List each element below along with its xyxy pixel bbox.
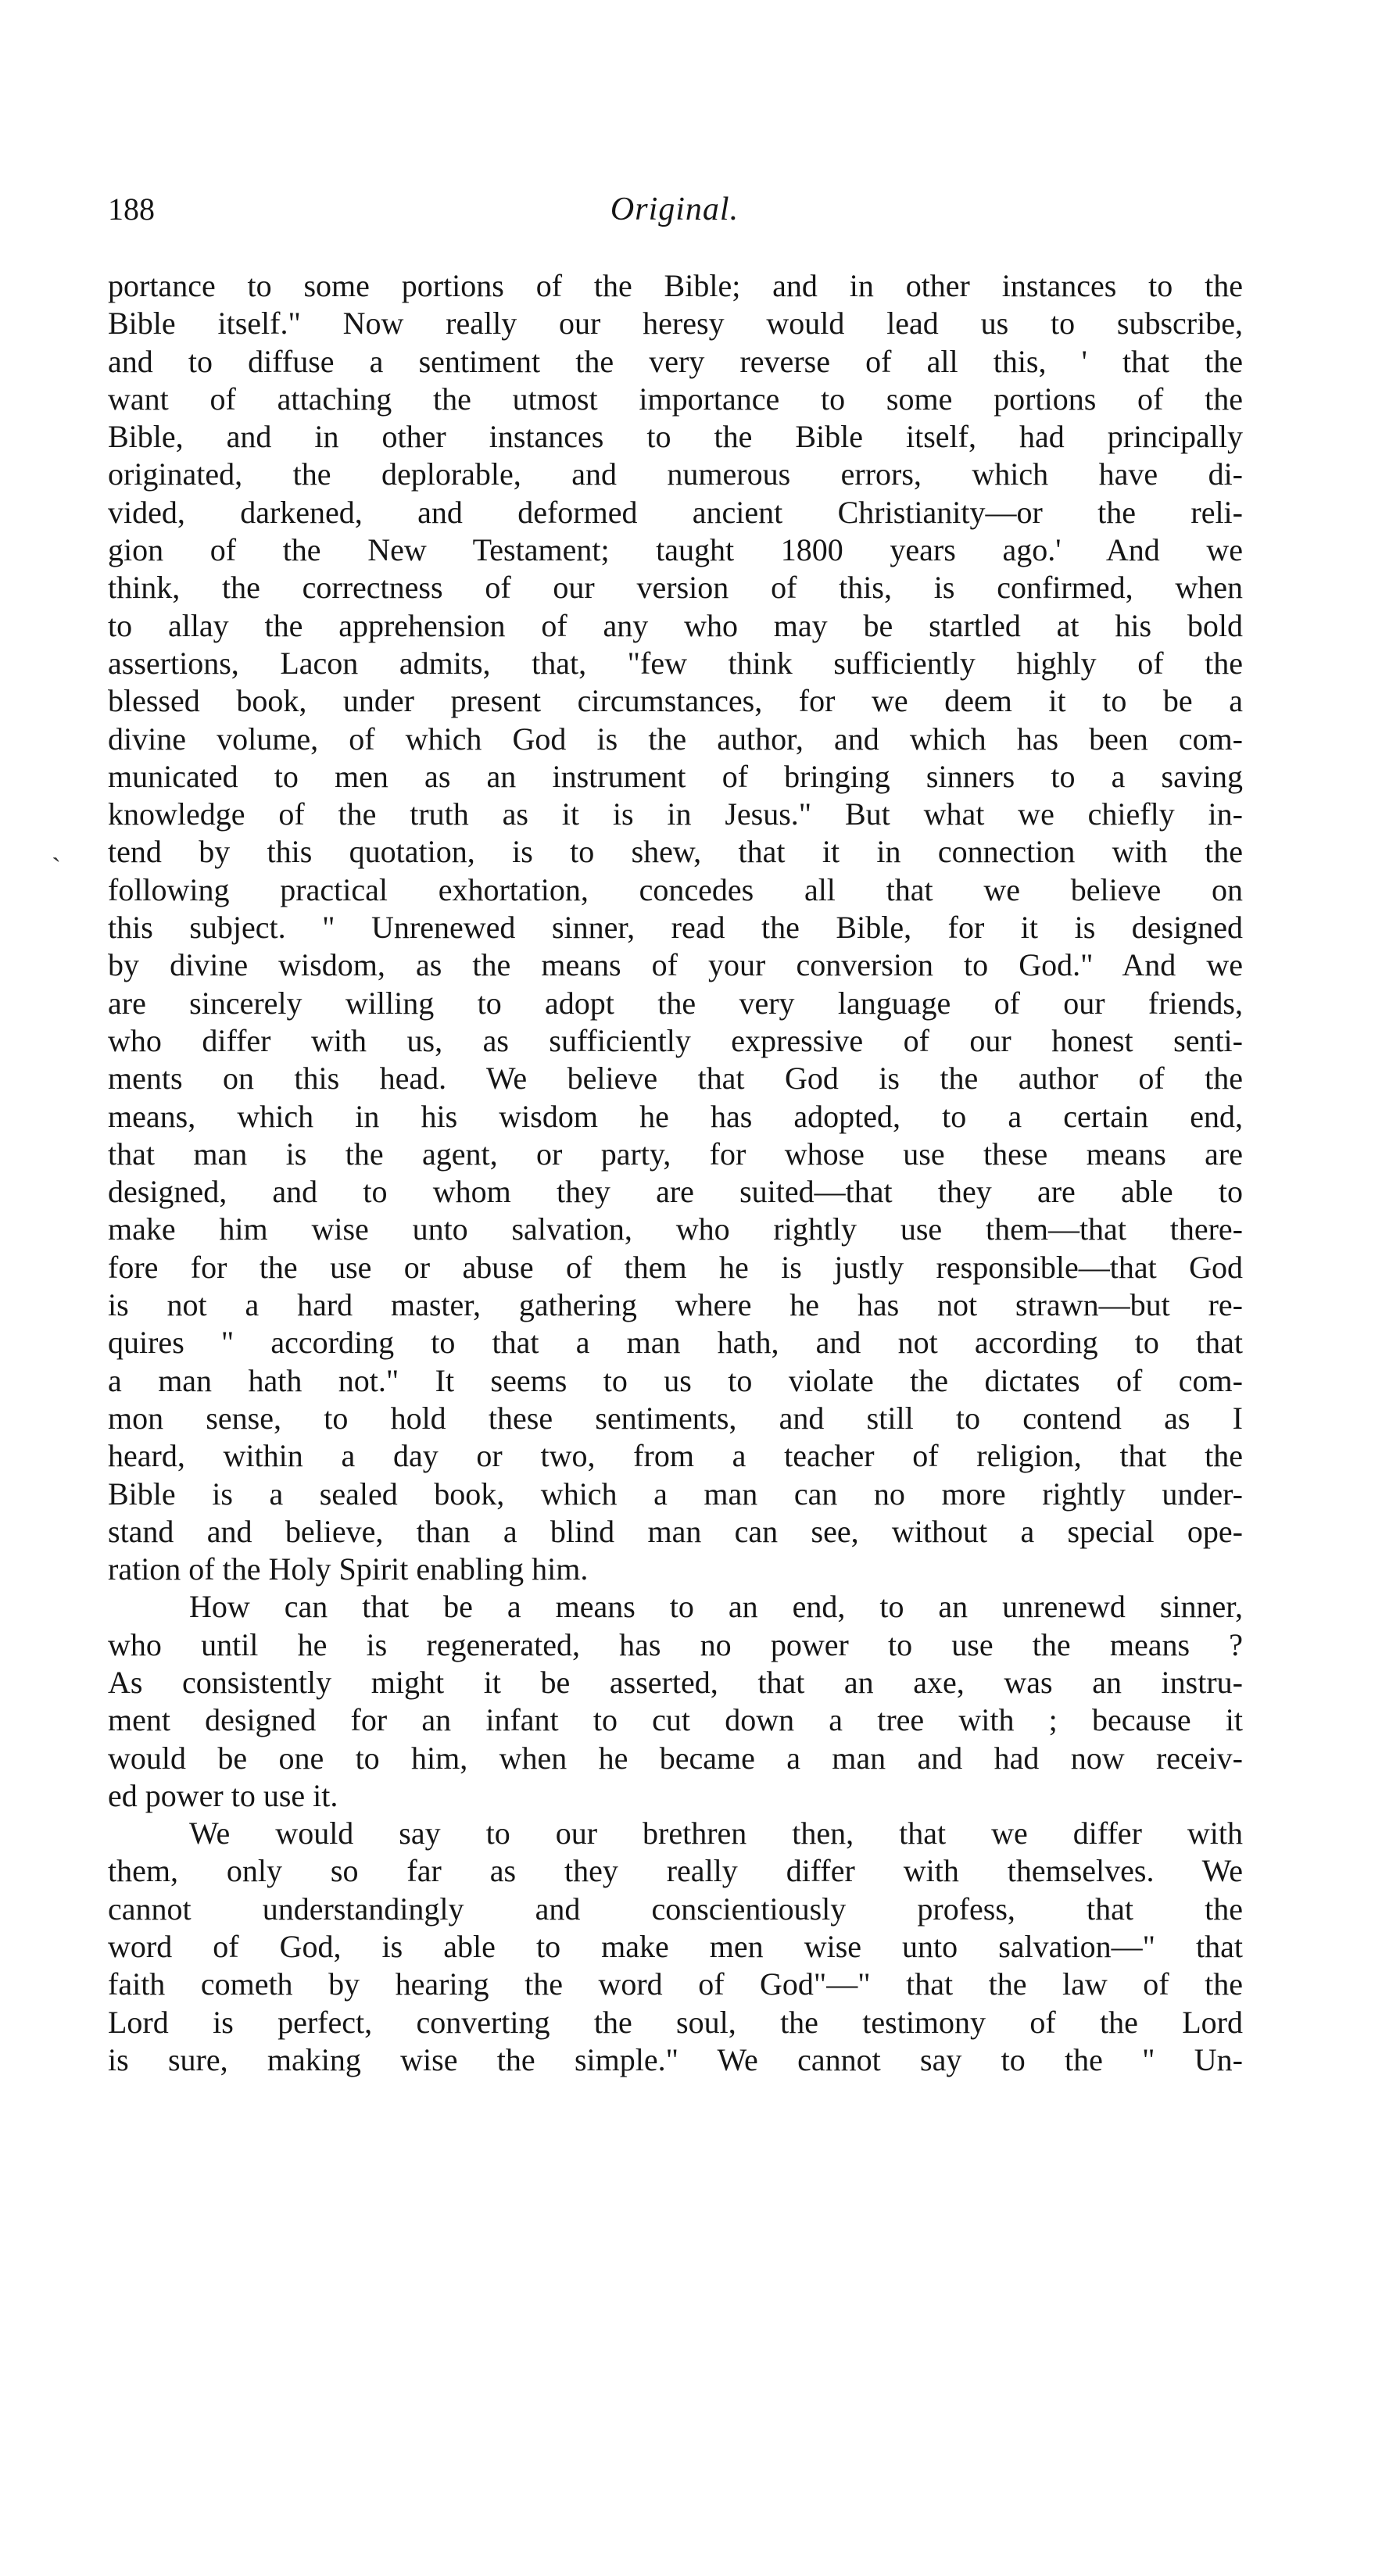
text-line: ments on this head. We believe that God is the author of the [108,1061,1243,1097]
running-title: Original. [610,191,739,227]
text-line: faith cometh by hearing the word of God"—" that the law of the [108,1966,1243,2002]
text-line: originated, the deplorable, and numerous errors, which have di- [108,456,1243,492]
text-line: fore for the use or abuse of them he is justly responsible—that God [108,1249,1243,1285]
text-line: Bible itself." Now really our heresy would lead us to subscribe, [108,306,1243,342]
text-line: are sincerely willing to adopt the very language of our friends, [108,985,1243,1021]
text-line: who until he is regenerated, has no power to use the means ? [108,1626,1243,1662]
text-line: Bible, and in other instances to the Bible itself, had principally [108,419,1243,455]
text-line: ration of the Holy Spirit enabling him. [108,1551,589,1587]
text-line: that man is the agent, or party, for whose use these means are [108,1136,1243,1172]
text-line: would be one to him, when he became a man and had now receiv- [108,1740,1243,1776]
text-line: is sure, making wise the simple." We cannot say to the " Un- [108,2041,1243,2077]
text-line: ed power to use it. [108,1777,338,1813]
body-text [108,267,1243,2079]
text-line: make him wise unto salvation, who rightly use them—that there- [108,1211,1243,1247]
text-line: mon sense, to hold these sentiments, and still to contend as I [108,1400,1243,1436]
text-line: want of attaching the utmost importance to some portions of the [108,381,1243,417]
text-line: tend by this quotation, is to shew, that it in connection with the [108,834,1243,870]
text-line: stand and believe, than a blind man can see, without a special ope- [108,1513,1243,1549]
text-line: As consistently might it be asserted, that an axe, was an instru- [108,1664,1243,1700]
text-line: vided, darkened, and deformed ancient Christianity—or the reli- [108,494,1243,530]
text-line: by divine wisdom, as the means of your conversion to God." And we [108,947,1243,983]
text-line: word of God, is able to make men wise unto salvation—" that [108,1929,1243,1965]
text-line: blessed book, under present circumstances, for we deem it to be a [108,683,1243,719]
text-line: We would say to our brethren then, that we differ with [189,1816,1243,1852]
text-line: assertions, Lacon admits, that, "few think sufficiently highly of the [108,645,1243,681]
text-line: a man hath not." It seems to us to violate the dictates of com- [108,1362,1243,1398]
text-line: ment designed for an infant to cut down a tree with ; because it [108,1702,1243,1738]
text-line: following practical exhortation, concedes all that we believe on [108,871,1243,907]
text-line: Lord is perfect, converting the soul, the testimony of the Lord [108,2004,1243,2040]
text-line: them, only so far as they really differ with themselves. We [108,1853,1243,1889]
running-head [108,186,1241,233]
text-line: quires " according to that a man hath, and not according to that [108,1325,1243,1361]
text-line: means, which in his wisdom he has adopted, to a certain end, [108,1098,1243,1134]
text-line: is not a hard master, gathering where he has not strawn—but re- [108,1287,1243,1323]
text-line: who differ with us, as sufficiently expressive of our honest senti- [108,1022,1243,1058]
text-line: knowledge of the truth as it is in Jesus." But what we chiefly in- [108,796,1243,832]
text-line: gion of the New Testament; taught 1800 years ago.' And we [108,532,1243,568]
text-line: and to diffuse a sentiment the very reverse of all this, ' that the [108,343,1243,379]
text-line: this subject. " Unrenewed sinner, read the Bible, for it is designed [108,910,1243,946]
text-line: portance to some portions of the Bible; and in other instances to the [108,268,1243,303]
page-number: 188 [108,191,155,227]
text-line: heard, within a day or two, from a teacher of religion, that the [108,1438,1243,1474]
text-line: municated to men as an instrument of bringing sinners to a saving [108,758,1243,794]
text-line: divine volume, of which God is the author, and which has been com- [108,721,1243,757]
text-line: cannot understandingly and conscientiously profess, that the [108,1891,1243,1927]
text-line: Bible is a sealed book, which a man can no more rightly under- [108,1476,1243,1512]
text-line: How can that be a means to an end, to an unrenewd sinner, [189,1589,1243,1625]
margin-mark: ` [52,852,61,883]
text-line: to allay the apprehension of any who may be startled at his bold [108,607,1243,643]
text-line: think, the correctness of our version of this, is confirmed, when [108,570,1243,606]
text-line: designed, and to whom they are suited—that they are able to [108,1174,1243,1210]
